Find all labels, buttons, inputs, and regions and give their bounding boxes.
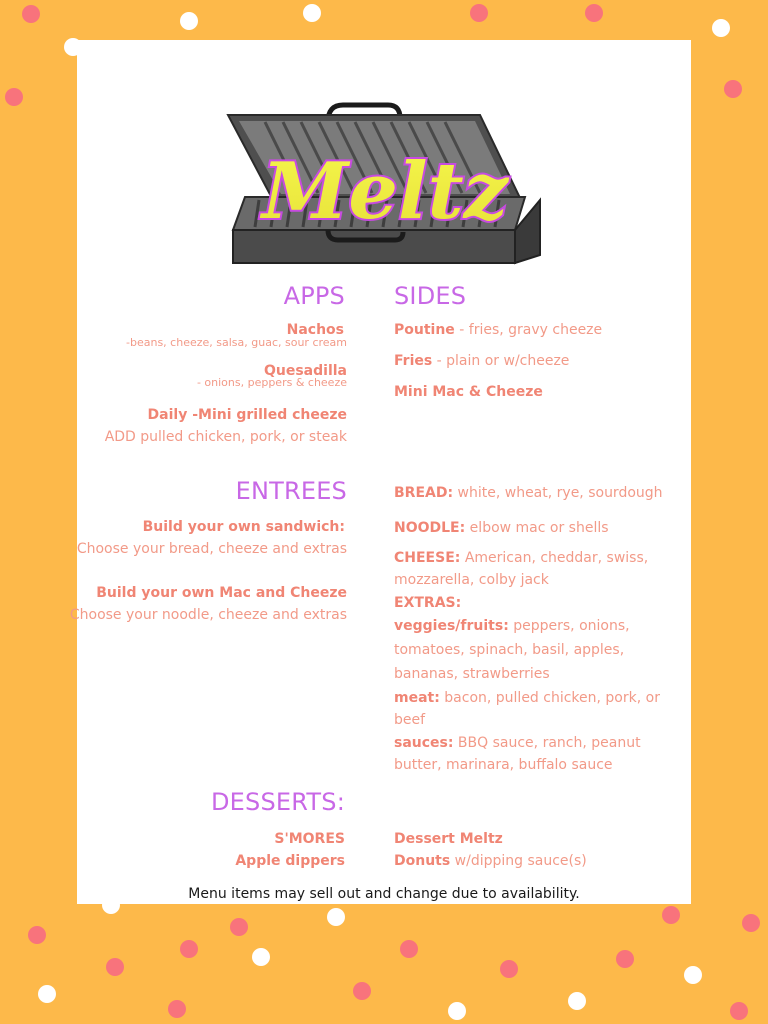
brand-title: Meltz bbox=[262, 146, 508, 237]
donuts-name: Donuts bbox=[394, 853, 451, 869]
nachos-desc: -beans, cheeze, salsa, guac, sour cream bbox=[126, 336, 347, 349]
poutine-name: Poutine bbox=[394, 322, 455, 338]
sauces-label: sauces: bbox=[394, 735, 454, 751]
fries-item bbox=[394, 352, 569, 370]
cheese-value-2: mozzarella, colby jack bbox=[394, 572, 549, 588]
donuts-item bbox=[394, 852, 587, 870]
bread-option bbox=[394, 484, 663, 502]
poutine-item bbox=[394, 321, 602, 339]
dessert-meltz-item: Dessert Meltz bbox=[394, 831, 503, 847]
quesadilla-name: Quesadilla bbox=[263, 363, 347, 379]
fries-desc: - plain or w/cheeze bbox=[432, 353, 570, 369]
apple-dippers-item: Apple dippers bbox=[235, 853, 345, 869]
sauces-value-2: butter, marinara, buffalo sauce bbox=[394, 757, 613, 773]
meat-option bbox=[394, 689, 660, 707]
fries-name: Fries bbox=[394, 353, 433, 369]
quesadilla-desc: - onions, peppers & cheeze bbox=[196, 376, 347, 389]
availability-note: Menu items may sell out and change due to availability. bbox=[188, 886, 580, 902]
daily-special-name: Daily -Mini grilled cheeze bbox=[147, 407, 347, 423]
veggies-option bbox=[394, 617, 630, 635]
sandwich-desc: Choose your bread, cheeze and extras bbox=[76, 541, 347, 557]
poutine-desc: - fries, gravy cheeze bbox=[454, 322, 603, 338]
grill-logo bbox=[225, 100, 543, 268]
mini-mac-name: Mini Mac & Cheeze bbox=[394, 384, 543, 400]
sandwich-name: Build your own sandwich: bbox=[142, 519, 345, 535]
veggies-value-1: peppers, onions, bbox=[508, 618, 630, 634]
mac-name: Build your own Mac and Cheeze bbox=[96, 585, 347, 601]
cheese-label: CHEESE: bbox=[394, 550, 461, 566]
bread-label: BREAD: bbox=[394, 485, 454, 501]
noodle-value: elbow mac or shells bbox=[465, 520, 609, 536]
sauces-option bbox=[394, 734, 641, 752]
entrees-heading: ENTREES bbox=[235, 477, 347, 505]
veggies-value-2: tomatoes, spinach, basil, apples, bbox=[394, 642, 625, 658]
meat-label: meat: bbox=[394, 690, 440, 706]
noodle-option bbox=[394, 519, 609, 537]
meat-value-1: bacon, pulled chicken, pork, or bbox=[439, 690, 660, 706]
sauces-value-1: BBQ sauce, ranch, peanut bbox=[453, 735, 641, 751]
cheese-option bbox=[394, 549, 648, 567]
veggies-label: veggies/fruits: bbox=[394, 618, 509, 634]
cheese-value-1: American, cheddar, swiss, bbox=[460, 550, 649, 566]
apps-heading: APPS bbox=[283, 282, 345, 310]
smores-item: S'MORES bbox=[274, 831, 345, 847]
bread-value: white, wheat, rye, sourdough bbox=[453, 485, 663, 501]
meat-value-2: beef bbox=[394, 712, 426, 728]
desserts-heading: DESSERTS: bbox=[211, 788, 345, 816]
donuts-desc: w/dipping sauce(s) bbox=[450, 853, 587, 869]
daily-special-desc: ADD pulled chicken, pork, or steak bbox=[104, 429, 347, 445]
extras-label: EXTRAS: bbox=[394, 595, 462, 611]
sides-heading: SIDES bbox=[394, 282, 467, 310]
mac-desc: Choose your noodle, cheeze and extras bbox=[69, 607, 347, 623]
nachos-name: Nachos bbox=[286, 322, 344, 338]
veggies-value-3: bananas, strawberries bbox=[394, 666, 550, 682]
noodle-label: NOODLE: bbox=[394, 520, 466, 536]
